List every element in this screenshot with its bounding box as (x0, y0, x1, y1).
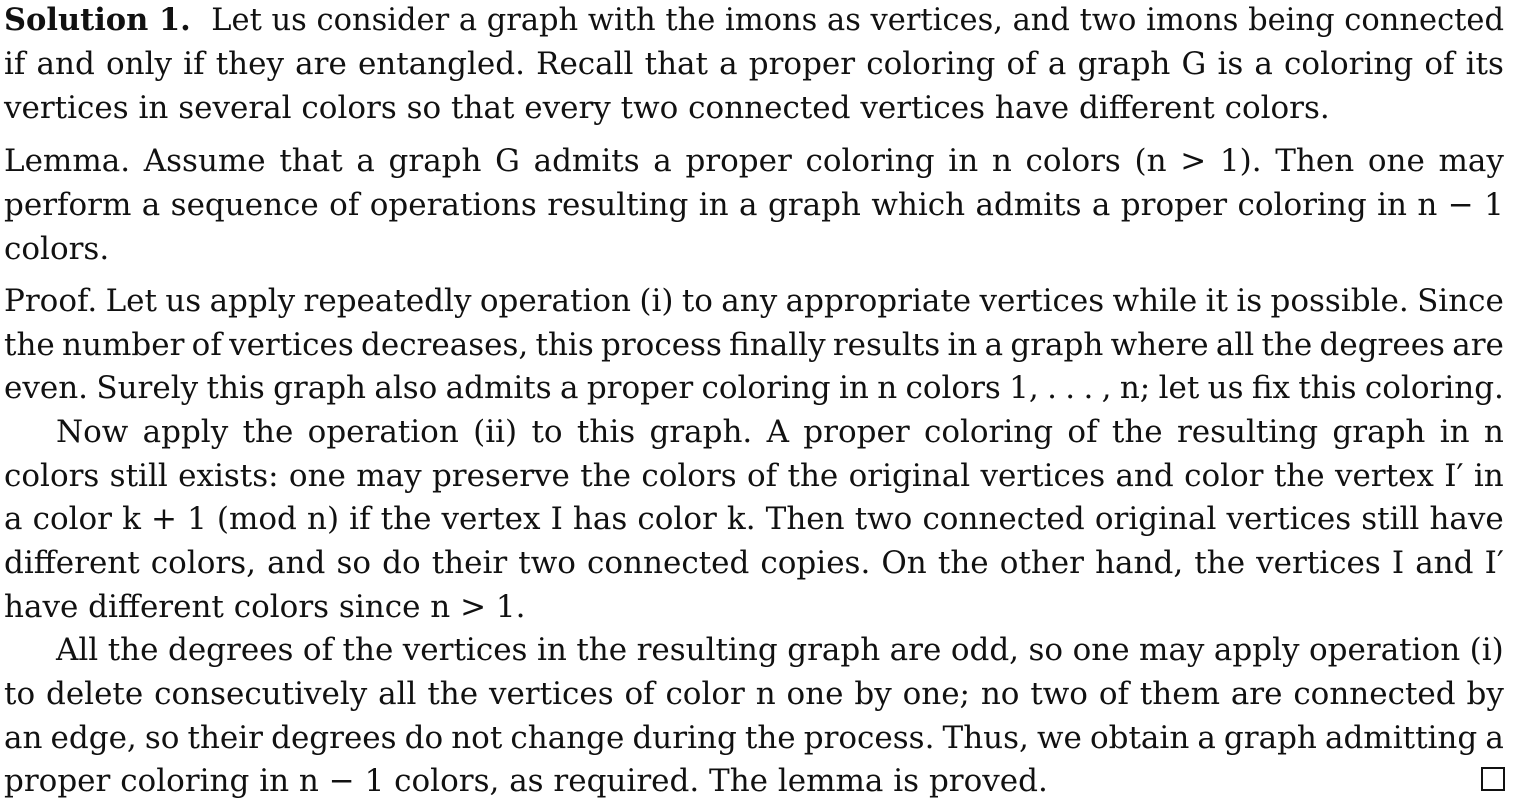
word: and (36, 46, 95, 82)
word: 1, (1009, 370, 1039, 406)
paragraph-text (4, 46, 1504, 82)
proof-text (4, 720, 1504, 756)
word: graph (273, 370, 367, 406)
word: graph (388, 143, 482, 179)
word: color (637, 501, 717, 537)
word: a (1197, 720, 1216, 756)
proof-line (4, 545, 1504, 588)
word: in (1377, 187, 1407, 223)
word: On (881, 545, 927, 581)
word: Thus, (942, 720, 1029, 756)
word: this (206, 370, 265, 406)
proof-text (4, 458, 1504, 494)
word: a (719, 46, 738, 82)
word: the (380, 501, 432, 537)
word: two (1030, 676, 1088, 712)
word: I′ (1444, 458, 1464, 494)
word: also (374, 370, 438, 406)
word: admits (533, 143, 640, 179)
word: color (32, 501, 113, 537)
word: a (356, 143, 375, 179)
word: connected (1293, 676, 1456, 712)
word: resulting (636, 632, 778, 668)
word: of (1006, 46, 1037, 82)
word: it (1205, 283, 1228, 319)
word: in (947, 327, 978, 363)
word: admitting (1324, 720, 1478, 756)
word: degrees (271, 720, 397, 756)
word: by (1466, 676, 1504, 712)
word: degrees (1319, 327, 1445, 363)
proof-line (4, 327, 1504, 370)
word: their (187, 720, 264, 756)
word: so (336, 545, 372, 581)
word: change (510, 720, 625, 756)
word: operation (1309, 632, 1461, 668)
word: coloring (923, 414, 1054, 450)
word: coloring (1284, 46, 1414, 82)
word: number (62, 327, 185, 363)
word: is (1217, 46, 1244, 82)
word: they (215, 46, 284, 82)
proof-text (4, 545, 1504, 581)
word: edge, (50, 720, 137, 756)
word: results (832, 327, 941, 363)
word: Then (765, 501, 845, 537)
word: still (1361, 501, 1420, 537)
word: entangled. (357, 46, 525, 82)
qed-box-icon (1481, 767, 1505, 791)
word: resulting (1176, 414, 1319, 450)
word: them (1139, 676, 1220, 712)
word: G (495, 143, 520, 179)
lemma-text (4, 143, 1504, 179)
word: (ii) (473, 414, 518, 450)
word: apply (209, 283, 296, 319)
solution-heading: Solution 1. (4, 2, 191, 38)
word: the (937, 545, 989, 581)
word: of (302, 632, 334, 668)
word: n (991, 143, 1012, 179)
word: process. (803, 720, 935, 756)
word: a (739, 187, 758, 223)
word: which (871, 187, 966, 223)
word: vertices (979, 283, 1105, 319)
word: Lemma. (4, 143, 131, 179)
word: operation (479, 283, 631, 319)
word: in (1439, 414, 1470, 450)
word: vertices (1256, 545, 1381, 581)
word: graph (1332, 414, 1426, 450)
word: no (980, 676, 1020, 712)
word: do (382, 545, 421, 581)
word: . (1065, 370, 1076, 406)
word: in (698, 187, 729, 223)
word: may (356, 458, 422, 494)
word: is (1236, 283, 1263, 319)
proof-line (4, 458, 1504, 501)
word: n (877, 370, 898, 406)
text-line (4, 46, 1504, 89)
word: of (329, 187, 360, 223)
word: connected (587, 545, 750, 581)
word: are (1452, 327, 1504, 363)
word: even. (4, 370, 89, 406)
word: original (1094, 501, 1217, 537)
word: colors (641, 458, 737, 494)
word: a (1254, 46, 1273, 82)
word: the (427, 676, 479, 712)
word: one; (902, 676, 970, 712)
word: , (1101, 370, 1112, 406)
proof-line (4, 763, 1504, 806)
paragraph-text: vertices in several colors so that every two connected vertices have different colors. (4, 90, 1330, 126)
word: graph (767, 187, 861, 223)
proof-text (56, 632, 1504, 668)
word: the (1194, 545, 1246, 581)
word: an (4, 720, 43, 756)
word: in (838, 370, 869, 406)
word: preserve (431, 458, 570, 494)
word: a (1485, 720, 1504, 756)
word: graph (1010, 327, 1104, 363)
word: not (451, 720, 503, 756)
word: are (295, 46, 347, 82)
word: and (1115, 458, 1174, 494)
word: any (721, 283, 778, 319)
lemma-line (4, 231, 1504, 274)
proof-line (4, 370, 1504, 413)
word: that (279, 143, 343, 179)
word: a (1091, 187, 1111, 223)
word: proper (1120, 187, 1228, 223)
word: all (378, 676, 417, 712)
word: a (1047, 46, 1067, 82)
word: one (1367, 143, 1425, 179)
lemma-line (4, 143, 1504, 186)
word: two (518, 545, 576, 581)
word: 1 (187, 501, 207, 537)
word: Proof. (4, 283, 98, 319)
word: the (1261, 327, 1313, 363)
word: proper (586, 370, 694, 406)
word: its (1465, 46, 1504, 82)
word: if (183, 46, 205, 82)
word: proper (685, 143, 792, 179)
word: so (144, 720, 180, 756)
word: coloring. (1364, 370, 1504, 406)
proof-line (4, 589, 1504, 632)
word: of (1098, 676, 1129, 712)
word: n) (307, 501, 340, 537)
word: Assume (143, 143, 266, 179)
word: have (1429, 501, 1504, 537)
word: admits (445, 370, 552, 406)
word: sequence (170, 187, 319, 223)
word: the (107, 632, 159, 668)
word: (i) (1469, 632, 1504, 668)
word: decreases, (361, 327, 529, 363)
word: vertex (441, 501, 541, 537)
word: one (786, 676, 844, 712)
word: connected (922, 501, 1085, 537)
word: still (109, 458, 168, 494)
word: copies. (760, 545, 871, 581)
word: Now (56, 414, 129, 450)
word: are (889, 632, 942, 668)
word: the (242, 414, 294, 450)
word: vertices (980, 458, 1106, 494)
word: A (766, 414, 789, 450)
word: vertices (1226, 501, 1352, 537)
word: a (141, 187, 161, 223)
word: one (288, 458, 346, 494)
word: to (531, 414, 563, 450)
proof-text (56, 414, 1504, 450)
word: operations (369, 187, 537, 223)
word: k. (726, 501, 756, 537)
word: in (948, 143, 979, 179)
proof-text: proper coloring in n − 1 colors, as required. The lemma is proved. (4, 763, 1048, 799)
proof-text: have different colors since n > 1. (4, 589, 526, 625)
word: do (404, 720, 444, 756)
proof-line (56, 632, 1504, 675)
word: Surely (96, 370, 199, 406)
word: delete (45, 676, 144, 712)
word: of (624, 676, 655, 712)
text-line (4, 90, 1504, 133)
word: only (105, 46, 173, 82)
word: vertices (488, 676, 614, 712)
word: finally (729, 327, 826, 363)
word: are (1230, 676, 1283, 712)
word: the (580, 458, 632, 494)
word: original (848, 458, 971, 494)
word: colors (1025, 143, 1121, 179)
word: coloring (866, 46, 996, 82)
word: coloring (805, 143, 935, 179)
lemma-text: colors. (4, 231, 110, 267)
word: of (747, 458, 778, 494)
word: All (56, 632, 99, 668)
word: in (1473, 458, 1504, 494)
lemma-text (4, 187, 1504, 223)
word: us (165, 283, 202, 319)
word: color (665, 676, 745, 712)
proof-line (4, 283, 1504, 326)
word: 1 (1484, 187, 1504, 223)
word: different (4, 545, 140, 581)
word: in (536, 632, 567, 668)
word: us (1207, 370, 1244, 406)
word: a (560, 370, 579, 406)
word: this (1298, 370, 1357, 406)
word: while (1112, 283, 1198, 319)
lemma-line (4, 187, 1504, 230)
word: degrees (167, 632, 294, 668)
word: that (644, 46, 708, 82)
word: graph (1223, 720, 1317, 756)
word: apply (142, 414, 229, 450)
word: the (4, 327, 55, 363)
word: consecutively (154, 676, 368, 712)
word: vertices (402, 632, 528, 668)
paragraph-text: Let us consider a graph with the imons as vertices, and two imons being connected (211, 3, 1504, 38)
word: a (653, 143, 672, 179)
word: of (191, 327, 222, 363)
word: . (1083, 370, 1094, 406)
word: graph. (649, 414, 753, 450)
word: by (854, 676, 892, 712)
word: the (744, 720, 796, 756)
word: k (122, 501, 141, 537)
word: I (550, 501, 563, 537)
word: let (1158, 370, 1200, 406)
word: n (755, 676, 776, 712)
word: possible. (1270, 283, 1409, 319)
word: if (349, 501, 371, 537)
word: their (431, 545, 508, 581)
word: so (1028, 632, 1064, 668)
word: admits (975, 187, 1082, 223)
word: the (576, 632, 628, 668)
word: hand, (1095, 545, 1184, 581)
word: graph (1077, 46, 1171, 82)
word: resulting (547, 187, 689, 223)
word: odd, (950, 632, 1020, 668)
word: − (1447, 187, 1474, 223)
word: (i) (639, 283, 674, 319)
word: during (632, 720, 737, 756)
word: I′ (1484, 545, 1504, 581)
word: vertices (229, 327, 354, 363)
word: a (984, 327, 1004, 363)
word: may (1438, 143, 1504, 179)
word: G (1181, 46, 1207, 82)
proof-text (4, 327, 1504, 363)
word: Let (105, 283, 157, 319)
proof-text (4, 283, 1504, 319)
word: other (999, 545, 1084, 581)
word: colors (4, 458, 100, 494)
word: . (1047, 370, 1057, 406)
proof-line (56, 414, 1504, 457)
word: graph (787, 632, 881, 668)
word: to (681, 283, 713, 319)
word: the (342, 632, 394, 668)
word: I (1391, 545, 1405, 581)
proof-text (4, 676, 1504, 712)
word: proper (803, 414, 910, 450)
word: a (4, 501, 23, 537)
word: one (1072, 632, 1130, 668)
word: Then (1275, 143, 1355, 179)
word: coloring (1237, 187, 1367, 223)
word: (n (1134, 143, 1167, 179)
word: obtain (1089, 720, 1190, 756)
word: we (1036, 720, 1082, 756)
proof-line (4, 676, 1504, 719)
word: exists: (178, 458, 279, 494)
word: operation (307, 414, 459, 450)
word: > (1180, 143, 1207, 179)
word: where (1110, 327, 1209, 363)
word: 1). (1219, 143, 1262, 179)
word: perform (4, 187, 132, 223)
word: fix (1251, 370, 1290, 406)
word: of (1067, 414, 1098, 450)
word: the (1273, 458, 1325, 494)
word: of (1424, 46, 1455, 82)
word: Recall (536, 46, 634, 82)
word: proper (748, 46, 856, 82)
proof-text (4, 501, 1504, 537)
word: process (601, 327, 722, 363)
word: this (576, 414, 636, 450)
word: Since (1417, 283, 1504, 319)
word: repeatedly (303, 283, 472, 319)
word: and (1415, 545, 1474, 581)
word: and (267, 545, 326, 581)
word: the (1111, 414, 1163, 450)
word: all (1215, 327, 1255, 363)
word: two (854, 501, 913, 537)
word: vertex (1334, 458, 1434, 494)
word: appropriate (785, 283, 972, 319)
word: n (1483, 414, 1504, 450)
proof-line (4, 501, 1504, 544)
word: n; (1119, 370, 1151, 406)
word: may (1139, 632, 1205, 668)
word: apply (1213, 632, 1300, 668)
word: colors, (150, 545, 256, 581)
text-line (4, 2, 1504, 45)
word: has (572, 501, 628, 537)
word: (mod (216, 501, 297, 537)
word: coloring (701, 370, 831, 406)
word: if (4, 46, 26, 82)
word: to (4, 676, 36, 712)
word: this (535, 327, 594, 363)
proof-text (4, 370, 1504, 406)
proof-line (4, 720, 1504, 763)
word: colors (905, 370, 1001, 406)
word: color (1184, 458, 1264, 494)
word: the (787, 458, 839, 494)
word: + (151, 501, 177, 537)
word: n (1417, 187, 1438, 223)
